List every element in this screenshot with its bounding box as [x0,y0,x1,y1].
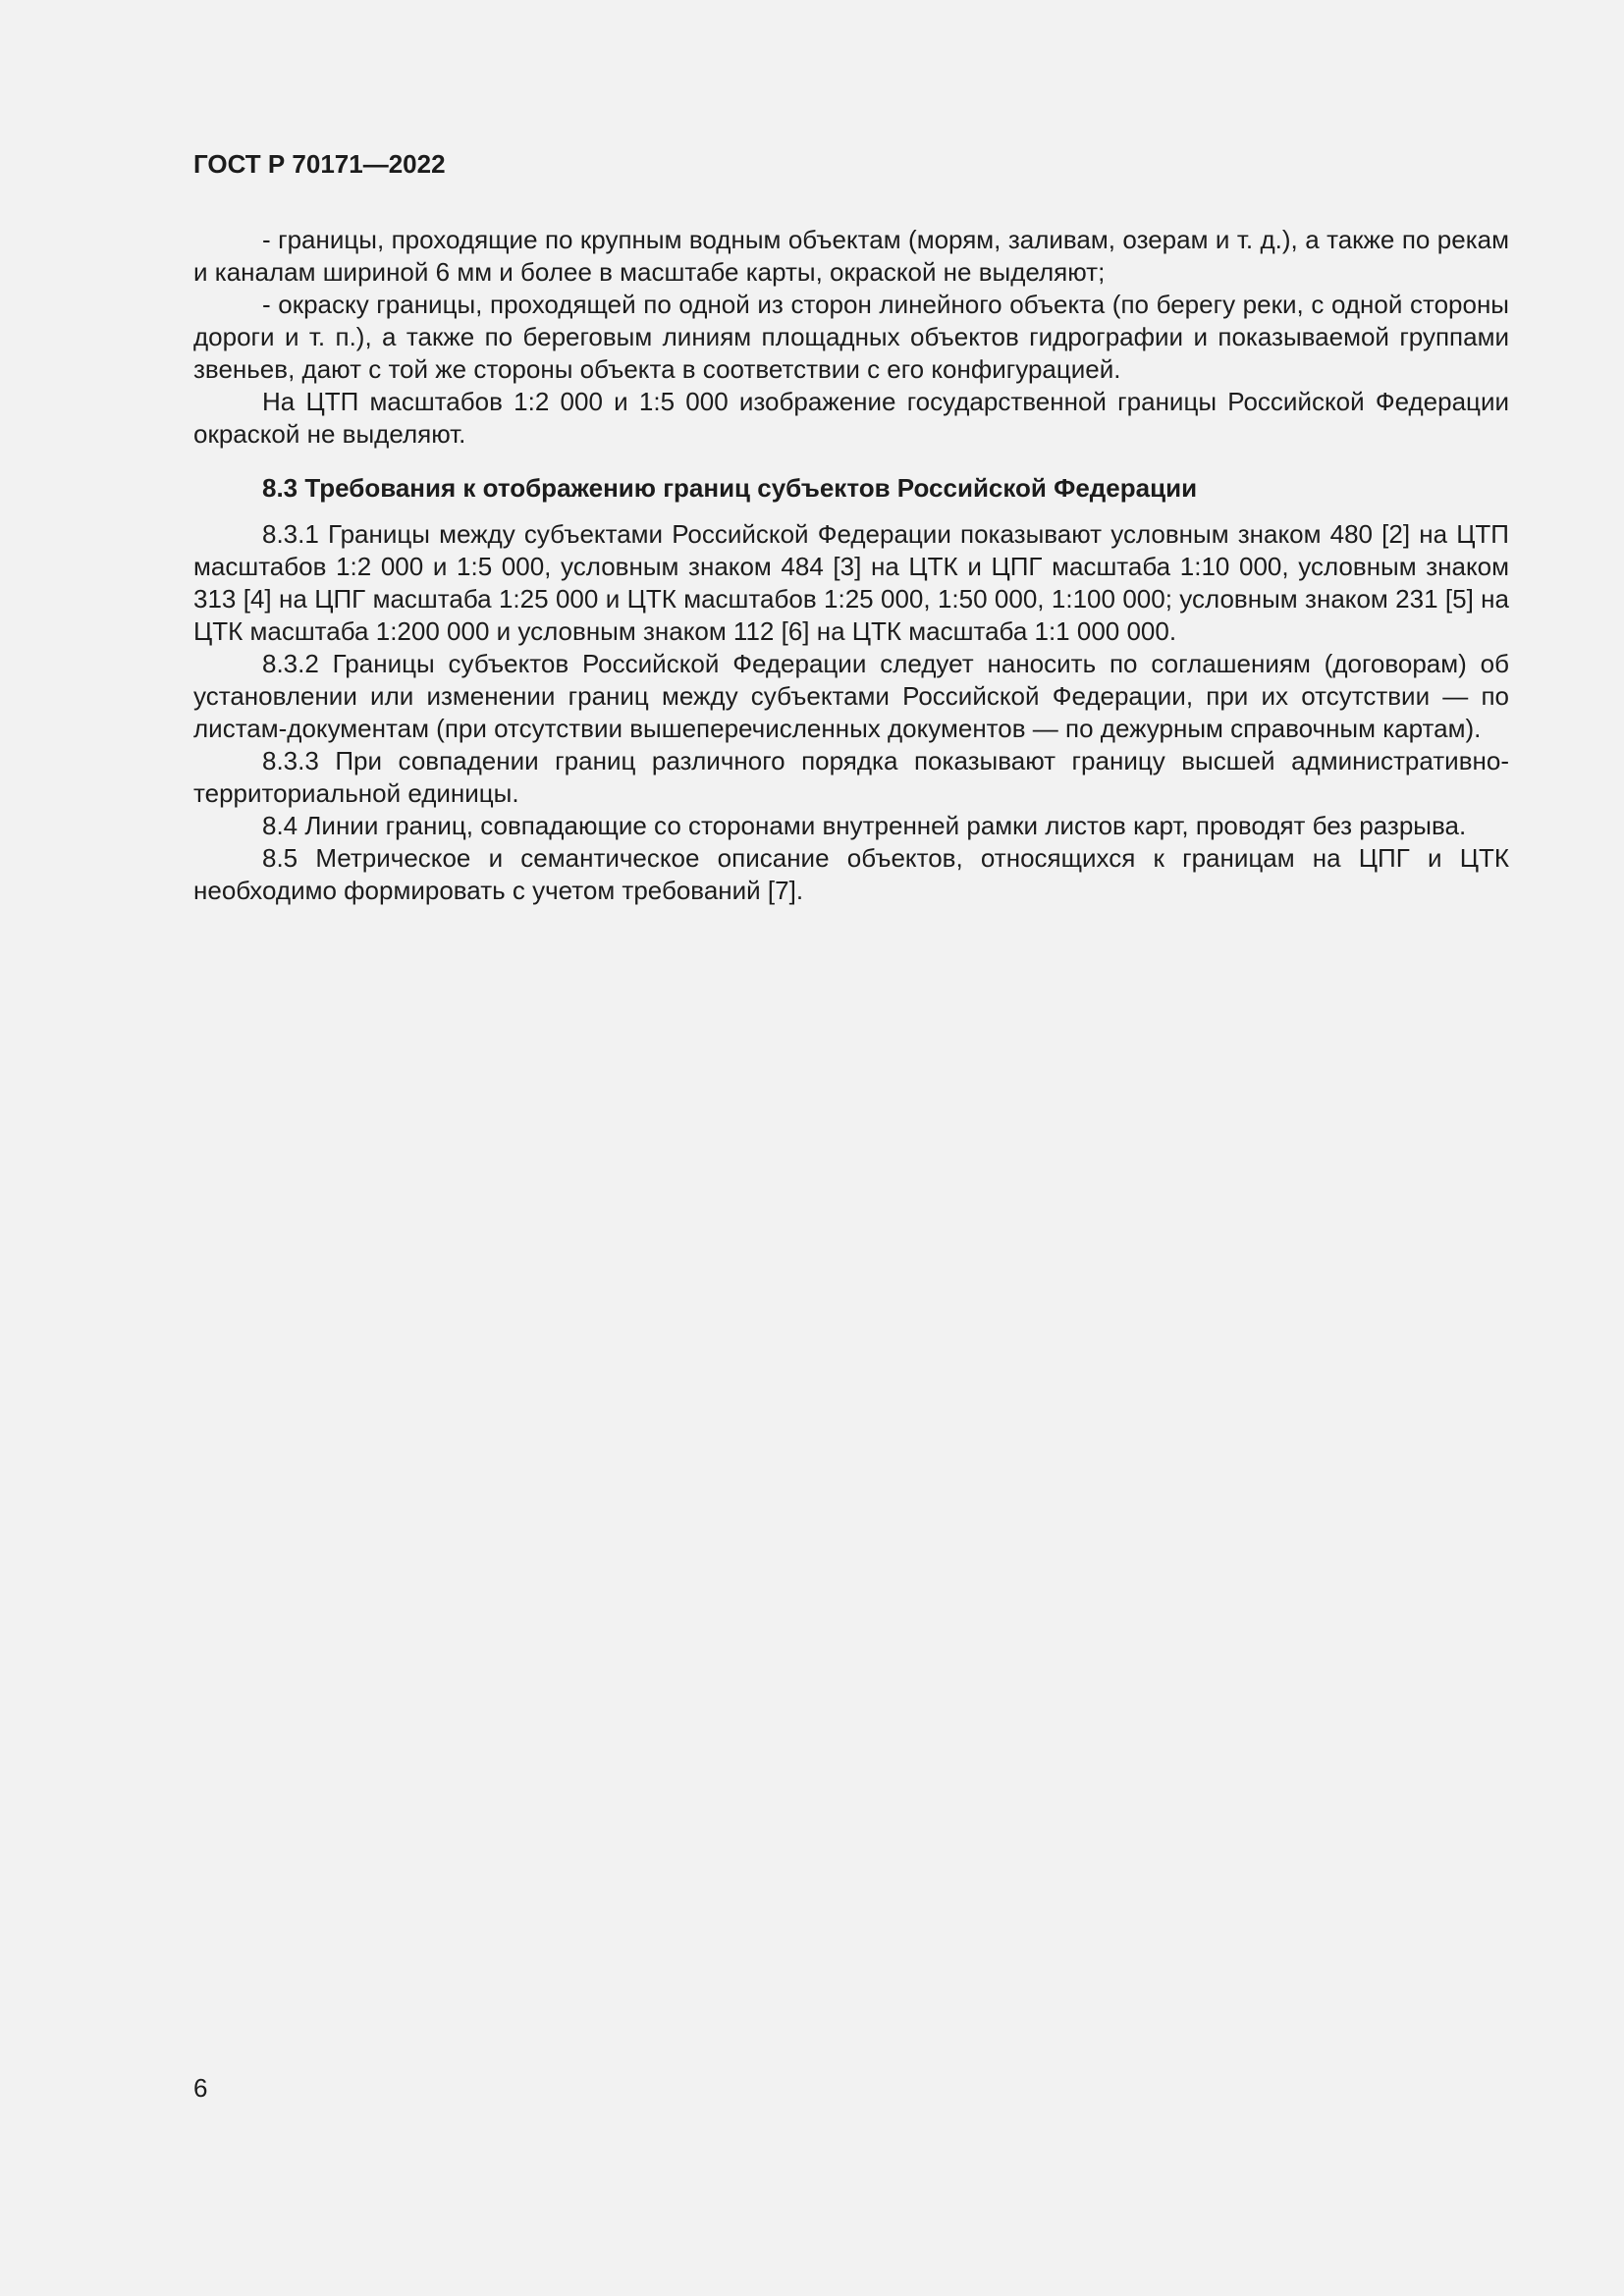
paragraph-8-5: 8.5 Метрическое и семантическое описание объектов, относящихся к границам на ЦПГ и ЦТК необходимо формировать с учетом требований [7]. [193,843,1509,905]
paragraph-8-3-1: 8.3.1 Границы между субъектами Российской Федерации показывают условным знаком 480 [2] на ЦТП масштабов 1:2 000 и 1:5 000, условным знаком 484 [3] на ЦТК и ЦПГ масштаба 1:10 000, условным знаком 313 [4] на ЦПГ масштаба 1:25 000 и ЦТК масштабов 1:25 000, 1:50 000, 1:100 000; условным знаком 231 [5] на ЦТК масштаба 1:200 000 и условным знаком 112 [6] на ЦТК масштаба 1:1 000 000. [193,519,1509,646]
paragraph-8-4: 8.4 Линии границ, совпадающие со сторонами внутренней рамки листов карт, проводят без разрыва. [262,811,1467,840]
page-number: 6 [193,2073,208,2103]
paragraph-8-3-3: 8.3.3 При совпадении границ различного порядка показывают границу высшей административно-территориальной единицы. [193,746,1509,808]
document-header: ГОСТ Р 70171—2022 [193,149,446,179]
section-heading-8-3: 8.3 Требования к отображению границ субъектов Российской Федерации [262,473,1198,503]
paragraph-bullet-border-coloring: - окраску границы, проходящей по одной из сторон линейного объекта (по берегу реки, с одной стороны дороги и т. п.), а также по береговым линиям площадных объектов гидрографии и показываемой группами звеньев, дают с той же стороны объекта в соответствии с его конфигурацией. [193,290,1509,384]
paragraph-ctp-state-border: На ЦТП масштабов 1:2 000 и 1:5 000 изображение государственной границы Российской Федерации окраской не выделяют. [193,387,1509,449]
paragraph-bullet-water-borders: - границы, проходящие по крупным водным объектам (морям, заливам, озерам и т. д.), а также по рекам и каналам шириной 6 мм и более в масштабе карты, окраской не выделяют; [193,225,1509,287]
document-body [193,224,1509,907]
paragraph-8-3-2: 8.3.2 Границы субъектов Российской Федерации следует наносить по соглашениям (договорам) об установлении или изменении границ между субъектами Российской Федерации, при их отсутствии — по листам-документам (при отсутствии вышеперечисленных документов — по дежурным справочным картам). [193,649,1509,743]
